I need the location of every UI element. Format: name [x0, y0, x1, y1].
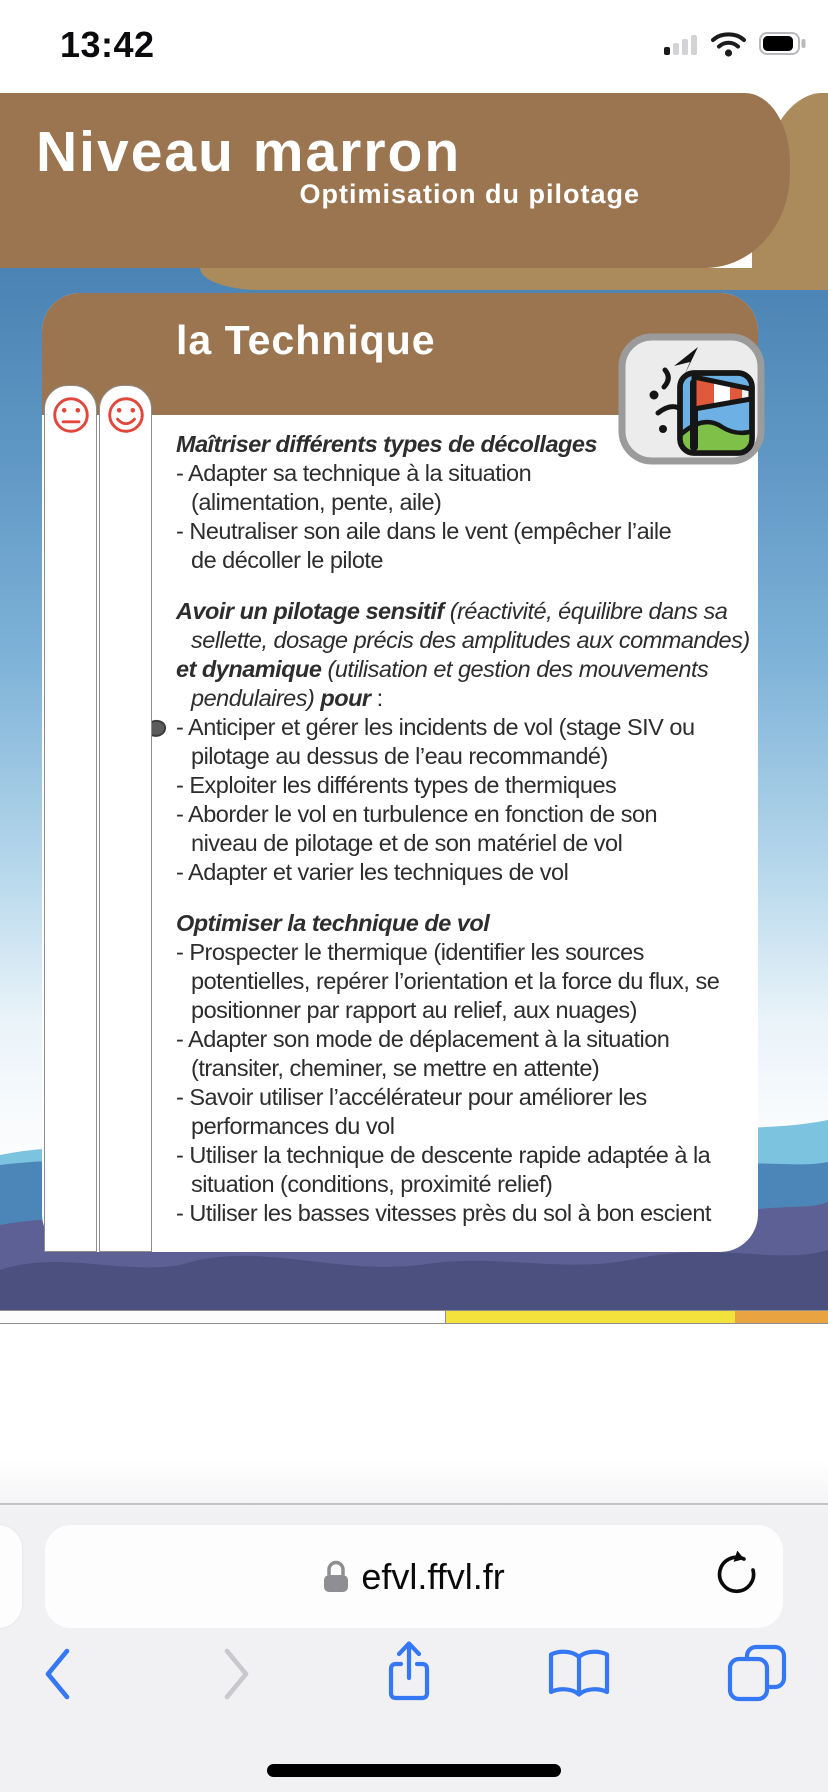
technique-text-line: sellette, dosage précis des amplitudes aux commandes): [191, 627, 750, 653]
forward-button-icon[interactable]: [218, 1646, 254, 1702]
toolbar-divider: [0, 1503, 828, 1505]
strip-segment-yellow: [445, 1311, 735, 1323]
technique-text-line: Maîtriser différents types de décollages: [176, 431, 598, 457]
safari-nav-row: [0, 1640, 828, 1720]
text-gap: [176, 575, 782, 597]
technique-text-line: - Utiliser la technique de descente rapide adaptée à la: [176, 1142, 711, 1168]
technique-text-line: niveau de pilotage et de son matériel de vol: [191, 830, 623, 856]
clock: 13:42: [60, 24, 155, 65]
technique-text-line: Avoir un pilotage sensitif (réactivité, équilibre dans sa: [176, 598, 728, 624]
lock-icon: [323, 1560, 349, 1594]
reload-button-icon[interactable]: [711, 1551, 759, 1601]
text-gap: [176, 887, 782, 909]
share-button-icon[interactable]: [384, 1640, 434, 1704]
technique-text-line: et dynamique (utilisation et gestion des mouvements: [176, 656, 709, 682]
technique-text-line: - Utiliser les basses vitesses près du sol à bon escient: [176, 1200, 711, 1226]
battery-icon: [759, 32, 806, 55]
technique-text-line: potentielles, repérer l’orientation et la force du flux, se: [191, 968, 720, 994]
technique-lines: [176, 430, 782, 1228]
technique-text-line: - Anticiper et gérer les incidents de vol (stage SIV ou: [176, 713, 782, 742]
strip-segment-orange: [735, 1311, 828, 1323]
address-bar[interactable]: [45, 1525, 783, 1628]
technique-text-line: - Aborder le vol en turbulence en fonction de son: [176, 801, 658, 827]
technique-text-line: situation (conditions, proximité relief): [191, 1171, 553, 1197]
technique-text-line: pendulaires) pour :: [191, 685, 383, 711]
technique-text-line: - Neutraliser son aile dans le vent (empêcher l’aile: [176, 518, 672, 544]
technique-text-line: pilotage au dessus de l’eau recommandé): [191, 743, 608, 769]
technique-text-line: - Savoir utiliser l’accélérateur pour améliorer les: [176, 1084, 647, 1110]
technique-text-line: - Adapter sa technique à la situation: [176, 460, 532, 486]
page-level-color-strip: [0, 1310, 828, 1324]
technique-text-line: (alimentation, pente, aile): [191, 489, 442, 515]
back-button-icon[interactable]: [40, 1646, 76, 1702]
strip-segment-white: [0, 1311, 445, 1323]
ios-status-bar: [0, 0, 828, 93]
technique-card-title: la Technique: [176, 317, 436, 363]
page-title: Niveau marron: [36, 120, 462, 184]
cellular-signal-icon: [664, 31, 698, 56]
technique-text-line: performances du vol: [191, 1113, 395, 1139]
technique-text-line: Optimiser la technique de vol: [176, 910, 490, 936]
rating-column-happy: [99, 385, 152, 1252]
windsock-takeoff-badge-icon: [618, 333, 765, 465]
banner-tan-strip: [200, 268, 828, 290]
smiley-face-icon: [105, 394, 147, 436]
bookmarks-button-icon[interactable]: [546, 1648, 612, 1700]
url-text: efvl.ffvl.fr: [361, 1555, 505, 1597]
page-banner: [0, 93, 790, 268]
page-subtitle: Optimisation du pilotage: [299, 179, 640, 209]
technique-text-line: - Adapter son mode de déplacement à la situation: [176, 1026, 670, 1052]
tabs-button-icon[interactable]: [726, 1644, 788, 1702]
technique-text-line: de décoller le pilote: [191, 547, 383, 573]
previous-tab-edge[interactable]: [0, 1525, 22, 1628]
wifi-icon: [710, 30, 747, 57]
technique-text-line: - Exploiter les différents types de thermiques: [176, 772, 617, 798]
technique-text-line: - Adapter et varier les techniques de vol: [176, 859, 569, 885]
technique-text-line: positionner par rapport au relief, aux nuages): [191, 997, 637, 1023]
rating-column-neutral: [44, 385, 97, 1252]
technique-text-line: - Prospecter le thermique (identifier les sources: [176, 939, 644, 965]
home-indicator[interactable]: [267, 1764, 561, 1777]
technique-text-line: (transiter, cheminer, se mettre en attente): [191, 1055, 600, 1081]
neutral-face-icon: [50, 394, 92, 436]
